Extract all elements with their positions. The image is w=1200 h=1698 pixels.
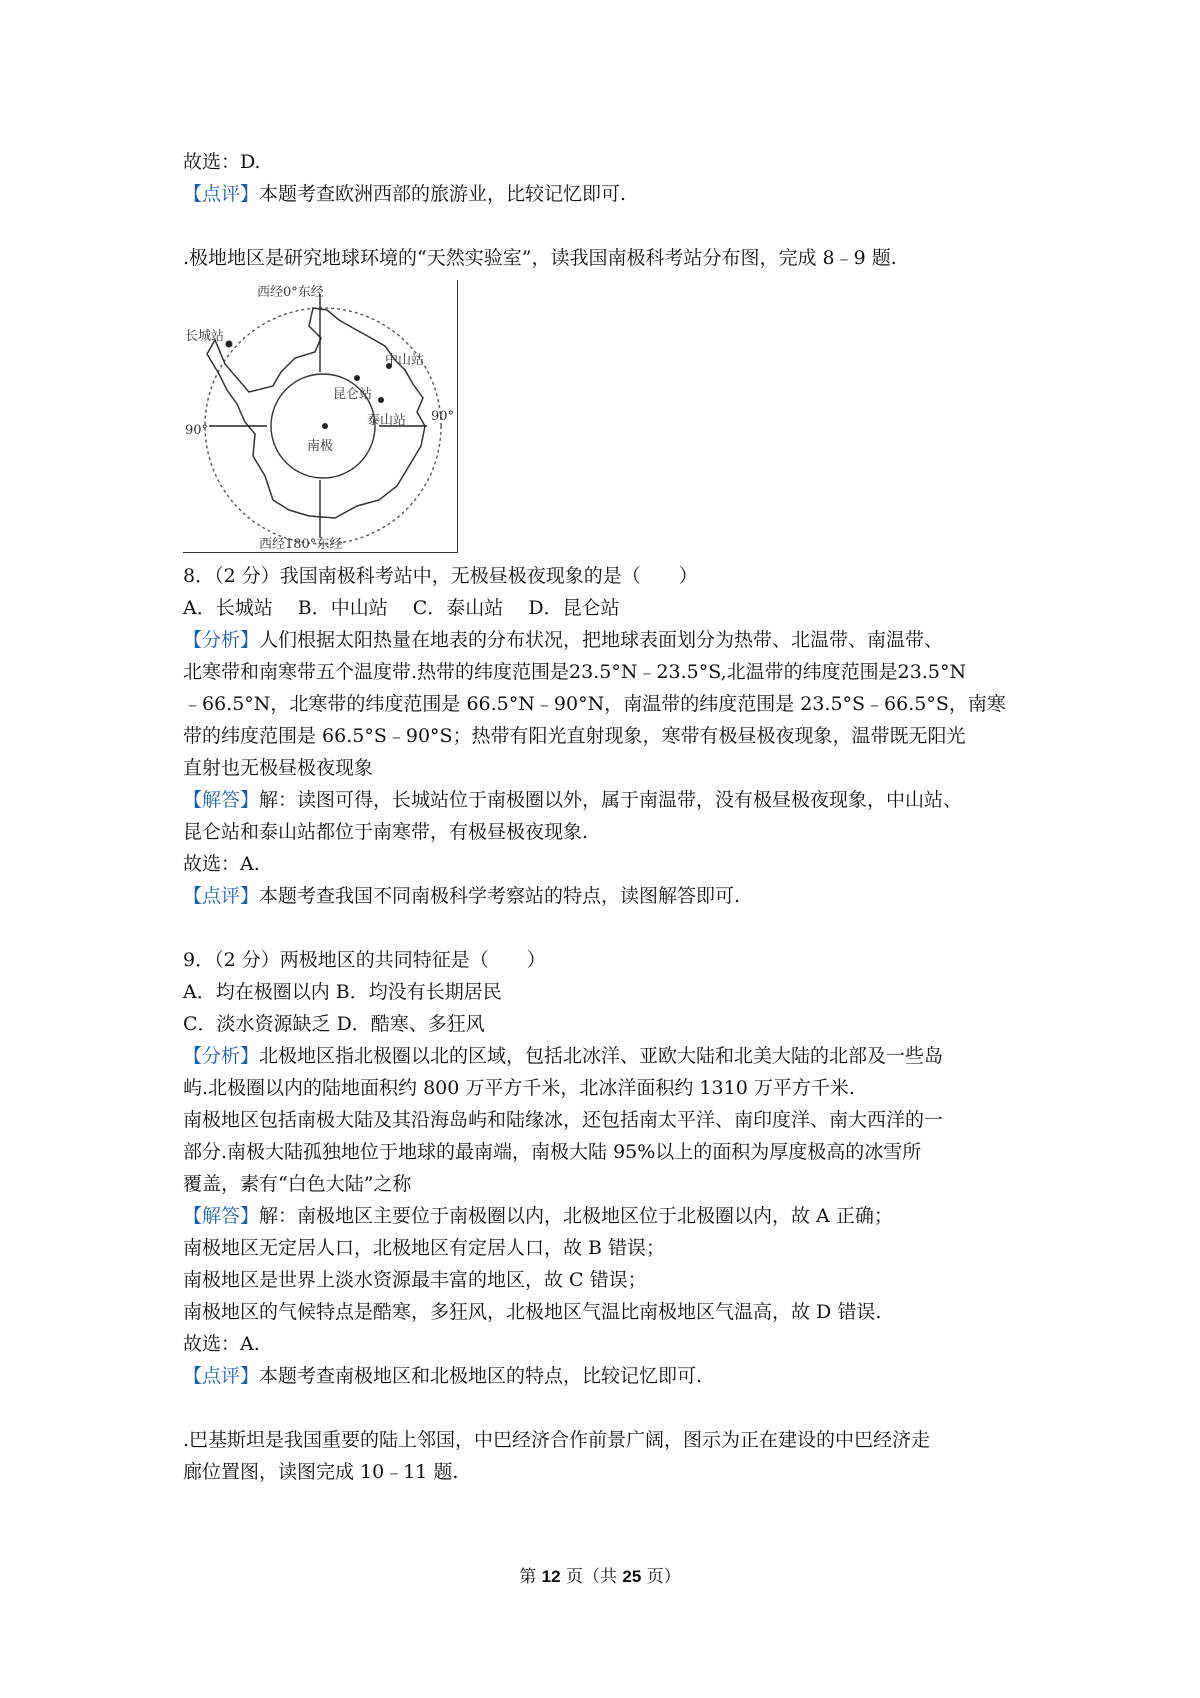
line-text: 覆盖，素有“白色大陆”之称 (183, 1173, 412, 1195)
kunlun-station-label: 昆仑站 (333, 387, 373, 402)
line-text: 解：读图可得，长城站位于南极圈以外，属于南温带，没有极昼极夜现象，中山站、 (259, 789, 963, 811)
text-line (183, 692, 1006, 716)
line-text: 解：南极地区主要位于南极圈以内，北极地区位于北极圈以内，故 A 正确； (259, 1205, 893, 1227)
text-line (183, 756, 373, 780)
antarctic-stations-map (183, 280, 458, 553)
line-text: 直射也无极昼极夜现象 (183, 757, 374, 779)
text-line (183, 1172, 411, 1196)
line-text: 廊位置图，读图完成 10﹣11 题. (183, 1461, 459, 1483)
section-tag: 【分析】 (183, 1045, 260, 1067)
line-text: C．淡水资源缺乏 D．酷寒、多狂风 (183, 1013, 485, 1035)
footer-prefix: 第 (519, 1567, 542, 1587)
text-line (183, 1140, 921, 1164)
text-line (183, 150, 261, 174)
line-text: 北寒带和南寒带五个温度带.热带的纬度范围是23.5°N﹣23.5°S,北温带的纬度范围是23.5°N (183, 661, 967, 683)
taishan-station-dot (378, 397, 384, 403)
line-text: ﹣66.5°N，北寒带的纬度范围是 66.5°N﹣90°N，南温带的纬度范围是 23.5°S﹣66.5°S，南寒 (183, 693, 1006, 715)
line-text: 故选：A. (183, 1333, 260, 1355)
text-line (183, 1108, 943, 1132)
text-line (183, 788, 962, 812)
line-text: 屿.北极圈以内的陆地面积约 800 万平方千米，北冰洋面积约 1310 万平方千米. (183, 1077, 855, 1099)
footer-middle: 页（共 (560, 1567, 623, 1587)
line-text: 本题考查我国不同南极科学考察站的特点，读图解答即可. (259, 885, 741, 907)
line-text: 本题考查南极地区和北极地区的特点，比较记忆即可. (259, 1365, 703, 1387)
text-line (183, 724, 966, 748)
line-text: 南极地区无定居人口，北极地区有定居人口，故 B 错误； (183, 1237, 666, 1259)
map-left-label: 90° (185, 423, 209, 438)
footer-page-number: 12 (541, 1567, 561, 1586)
text-line (183, 820, 588, 844)
text-line (183, 660, 966, 684)
section-tag: 【解答】 (183, 1205, 260, 1227)
text-line (183, 1460, 458, 1484)
line-text: 北极地区指北极圈以北的区域，包括北冰洋、亚欧大陆和北美大陆的北部及一些岛 (259, 1045, 944, 1067)
line-text: 8．（2 分）我国南极科考站中，无极昼极夜现象的是（ ） (183, 565, 698, 587)
line-text: A．均在极圈以内 B．均没有长期居民 (183, 981, 502, 1003)
text-line (183, 980, 502, 1004)
changcheng-station-label: 长城站 (185, 329, 225, 344)
map-bottom-label: 西经180°东经 (259, 537, 343, 552)
text-line (183, 1332, 260, 1356)
text-line (183, 596, 620, 620)
line-text: 故选：A. (183, 853, 260, 875)
kunlun-station-dot (354, 375, 360, 381)
line-text: 人们根据太阳热量在地表的分布状况，把地球表面划分为热带、北温带、南温带、 (259, 629, 944, 651)
text-line (183, 1428, 930, 1452)
text-line (183, 948, 546, 972)
south-pole-label: 南极 (307, 439, 334, 454)
text-line (183, 1268, 647, 1292)
map-top-label: 西经0°东经 (257, 285, 324, 300)
text-line (183, 852, 260, 876)
text-line (183, 564, 698, 588)
line-text: 带的纬度范围是 66.5°S﹣90°S；热带有阳光直射现象，寒带有极昼极夜现象，温带既无阳光 (183, 725, 966, 747)
taishan-station-label: 泰山站 (367, 413, 407, 428)
text-line (183, 1236, 665, 1260)
line-text: .极地地区是研究地球环境的“天然实验室”，读我国南极科考站分布图，完成 8﹣9 题. (183, 247, 897, 269)
text-line (183, 1204, 893, 1228)
page-footer (0, 1566, 1200, 1588)
text-line (183, 884, 740, 908)
line-text: 本题考查欧洲西部的旅游业，比较记忆即可. (259, 183, 627, 205)
line-text: A．长城站 B．中山站 C．泰山站 D．昆仑站 (183, 597, 620, 619)
line-text: .巴基斯坦是我国重要的陆上邻国，中巴经济合作前景广阔，图示为正在建设的中巴经济走 (183, 1429, 931, 1451)
text-line (183, 246, 897, 270)
text-line (183, 1044, 943, 1068)
footer-suffix: 页） (641, 1567, 681, 1587)
text-line (183, 628, 943, 652)
line-text: 南极地区是世界上淡水资源最丰富的地区，故 C 错误； (183, 1269, 647, 1291)
south-pole-dot (322, 423, 328, 429)
section-tag: 【点评】 (183, 183, 260, 205)
text-line (183, 1300, 881, 1324)
text-line (183, 182, 626, 206)
map-right-label: 90° (431, 409, 455, 424)
line-text: 部分.南极大陆孤独地位于地球的最南端，南极大陆 95%以上的面积为厚度极高的冰雪所 (183, 1141, 922, 1163)
section-tag: 【点评】 (183, 885, 260, 907)
line-text: 昆仑站和泰山站都位于南寒带，有极昼极夜现象. (183, 821, 589, 843)
section-tag: 【点评】 (183, 1365, 260, 1387)
line-text: 故选：D. (183, 151, 261, 173)
text-line (183, 1012, 485, 1036)
text-line (183, 1364, 702, 1388)
line-text: 南极地区的气候特点是酷寒，多狂风，北极地区气温比南极地区气温高，故 D 错误. (183, 1301, 882, 1323)
line-text: 9．（2 分）两极地区的共同特征是（ ） (183, 949, 546, 971)
text-line (183, 1076, 855, 1100)
footer-total-pages: 25 (622, 1567, 642, 1586)
line-text: 南极地区包括南极大陆及其沿海岛屿和陆缘冰，还包括南太平洋、南印度洋、南大西洋的一 (183, 1109, 944, 1131)
zhongshan-station-label: 中山站 (385, 353, 425, 368)
section-tag: 【解答】 (183, 789, 260, 811)
changcheng-station-dot (226, 341, 233, 348)
section-tag: 【分析】 (183, 629, 260, 651)
